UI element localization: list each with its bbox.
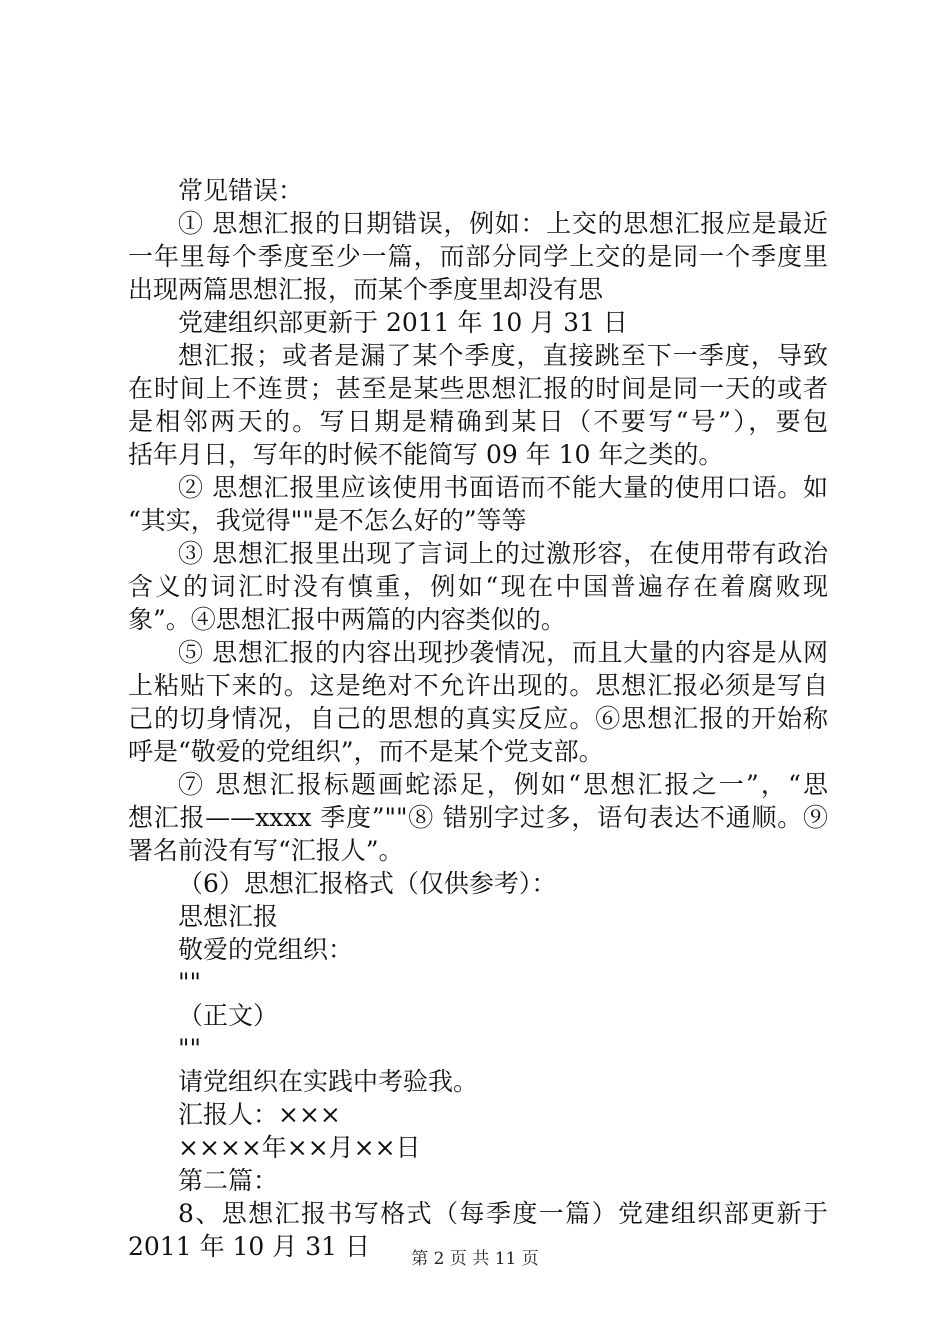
text-line: ② 思想汇报里应该使用书面语而不能大量的使用口语。如 (178, 473, 828, 502)
text-line: （6）思想汇报格式（仅供参考）： (178, 869, 557, 898)
text-line: 含义的词汇时没有慎重，例如“现在中国普遍存在着腐败现 (128, 572, 828, 601)
text-line: "" (178, 1034, 201, 1063)
text-line: 括年月日，写年的时候不能简写 09 年 10 年之类的。 (128, 440, 724, 469)
text-line: 党建组织部更新于 2011 年 10 月 31 日 (178, 308, 628, 337)
text-line: 请党组织在实践中考验我。 (178, 1067, 479, 1096)
text-line: 想汇报——xxxx 季度”""⑧ 错别字过多，语句表达不通顺。⑨ (128, 803, 828, 832)
text-line: 想汇报；或者是漏了某个季度，直接跳至下一季度，导致 (178, 341, 828, 370)
text-line: 8、思想汇报书写格式（每季度一篇）党建组织部更新于 (178, 1199, 828, 1228)
text-line: 象”。④思想汇报中两篇的内容类似的。 (128, 605, 566, 634)
text-line: ⑤ 思想汇报的内容出现抄袭情况，而且大量的内容是从网 (178, 638, 828, 667)
text-line: 思想汇报 (178, 902, 279, 931)
text-line: 出现两篇思想汇报，而某个季度里却没有思 (128, 275, 604, 304)
text-line: 上粘贴下来的。这是绝对不允许出现的。思想汇报必须是写自 (128, 671, 828, 700)
text-line: “其实，我觉得""是不怎么好的”等等 (128, 506, 527, 535)
text-line: ××××年××月××日 (178, 1133, 421, 1162)
text-line: 敬爱的党组织： (178, 935, 354, 964)
text-line: 汇报人：××× (178, 1100, 341, 1129)
text-line: 2011 年 10 月 31 日 (128, 1232, 370, 1261)
text-line: 常见错误： (178, 176, 304, 205)
text-line: （正文） (178, 1001, 279, 1030)
text-line: "" (178, 968, 201, 997)
text-line: ③ 思想汇报里出现了言词上的过激形容，在使用带有政治 (178, 539, 828, 568)
page-footer: 第 2 页 共 11 页 (411, 1249, 539, 1269)
text-line: 在时间上不连贯；甚至是某些思想汇报的时间是同一天的或者 (128, 374, 828, 403)
text-line: 呼是“敬爱的党组织”，而不是某个党支部。 (128, 737, 604, 766)
text-line: ⑦ 思想汇报标题画蛇添足，例如“思想汇报之一”，“思 (178, 770, 828, 799)
text-line: 署名前没有写“汇报人”。 (128, 836, 404, 865)
text-line: 是相邻两天的。写日期是精确到某日（不要写“号”），要包 (128, 407, 828, 436)
text-line: 第二篇： (178, 1166, 279, 1195)
text-line: ① 思想汇报的日期错误，例如：上交的思想汇报应是最近 (178, 209, 828, 238)
text-line: 一年里每个季度至少一篇，而部分同学上交的是同一个季度里 (128, 242, 828, 271)
text-line: 己的切身情况，自己的思想的真实反应。⑥思想汇报的开始称 (128, 704, 828, 733)
